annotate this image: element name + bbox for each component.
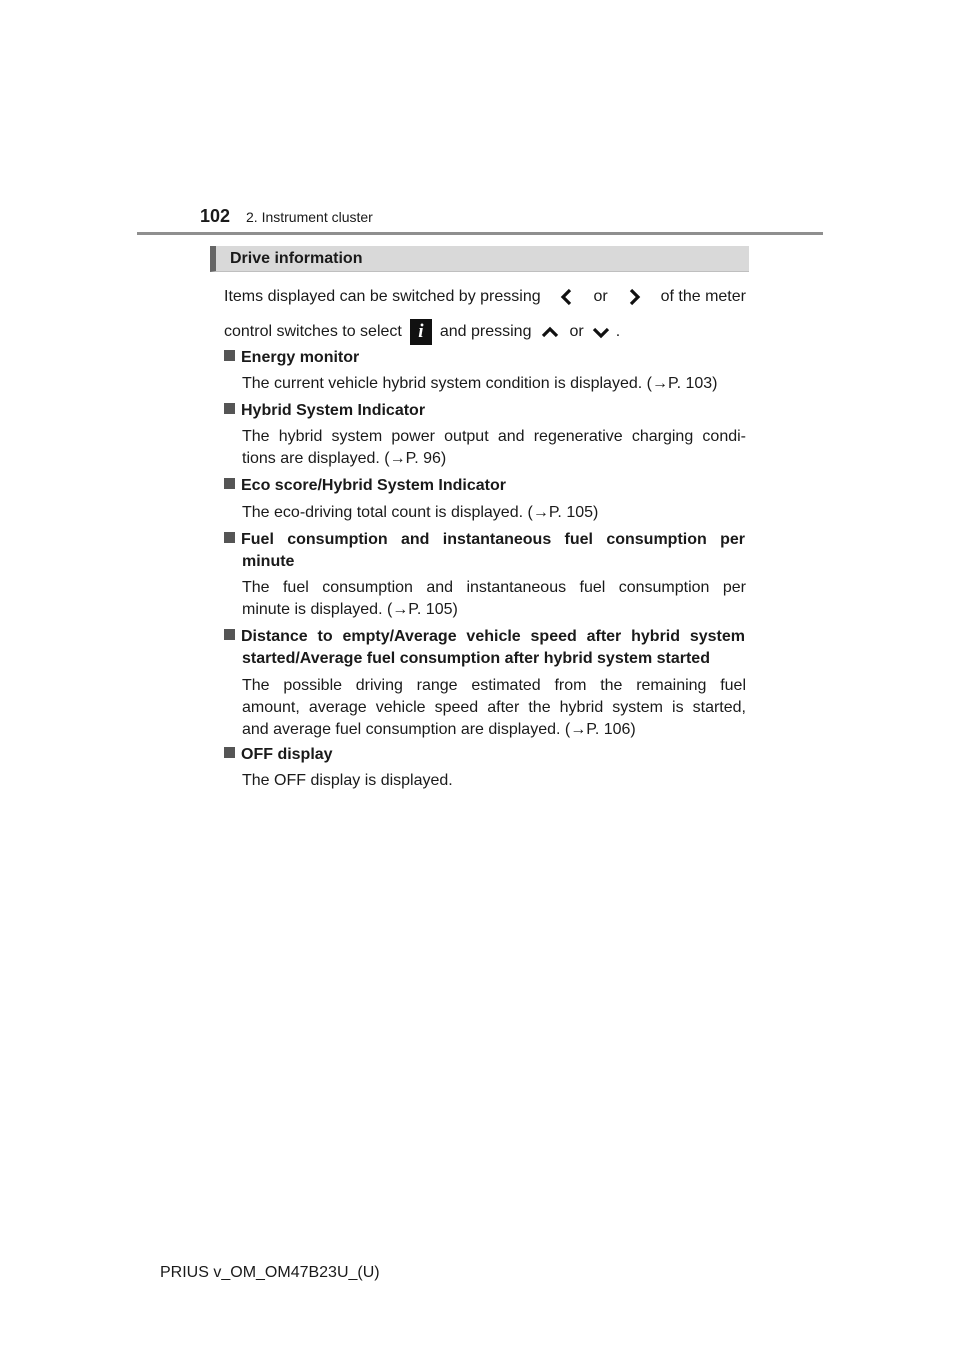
item-heading-hybrid-system-indicator bbox=[224, 400, 746, 422]
chevron-up-icon bbox=[539, 321, 561, 343]
square-bullet-icon bbox=[224, 532, 235, 543]
item-body-line: The OFF display is displayed. bbox=[242, 772, 453, 789]
chevron-down-icon bbox=[590, 321, 612, 343]
square-bullet-icon bbox=[224, 629, 235, 640]
item-title-line: Distance to empty/Average vehicle speed after hybrid system bbox=[241, 628, 745, 645]
subheading-bar bbox=[210, 246, 749, 272]
item-body-line: amount, average vehicle speed after the hybrid system is started, bbox=[242, 699, 746, 716]
intro-text-2b: and pressing bbox=[439, 323, 532, 340]
item-title-line: Eco score/Hybrid System Indicator bbox=[241, 477, 506, 494]
intro-line-2 bbox=[224, 319, 746, 345]
item-heading-distance-to-empty bbox=[224, 626, 746, 670]
subheading-title: Drive information bbox=[230, 250, 363, 267]
item-heading-fuel-consumption bbox=[224, 529, 746, 573]
header-divider bbox=[137, 232, 823, 235]
square-bullet-icon bbox=[224, 747, 235, 758]
item-body-line: The possible driving range estimated from the remaining fuel bbox=[242, 677, 746, 694]
item-body-line: minute is displayed. (→P. 105) bbox=[242, 601, 458, 618]
item-body-hybrid-system-indicator bbox=[242, 426, 746, 470]
item-body-line: The hybrid system power output and regenerative charging condi- bbox=[242, 428, 746, 445]
item-heading-energy-monitor bbox=[224, 347, 746, 369]
square-bullet-icon bbox=[224, 403, 235, 414]
item-body-line: The current vehicle hybrid system condition is displayed. (→P. 103) bbox=[242, 375, 718, 392]
item-title-line: Energy monitor bbox=[241, 349, 360, 366]
info-i-icon: i bbox=[410, 319, 432, 345]
item-title-line: OFF display bbox=[241, 746, 333, 763]
item-title-line: Hybrid System Indicator bbox=[241, 402, 426, 419]
item-title-line: started/Average fuel consumption after hybrid system started bbox=[242, 650, 710, 667]
item-heading-eco-score bbox=[224, 475, 746, 497]
item-body-fuel-consumption bbox=[242, 577, 746, 621]
item-heading-off-display bbox=[224, 744, 746, 766]
square-bullet-icon bbox=[224, 350, 235, 361]
intro-text-1b: of the meter bbox=[660, 288, 746, 305]
intro-or-1: or bbox=[593, 288, 608, 305]
chevron-left-icon bbox=[556, 286, 578, 308]
intro-period: . bbox=[615, 323, 621, 340]
chevron-right-icon bbox=[623, 286, 645, 308]
item-body-line: and average fuel consumption are displayed. (→P. 106) bbox=[242, 721, 636, 738]
item-body-energy-monitor bbox=[242, 373, 746, 395]
intro-text-1a: Items displayed can be switched by pressing bbox=[224, 288, 541, 305]
item-title-line: Fuel consumption and instantaneous fuel consumption per bbox=[241, 531, 745, 548]
item-body-line: tions are displayed. (→P. 96) bbox=[242, 450, 447, 467]
page-number: 102 bbox=[200, 206, 231, 226]
item-body-eco-score bbox=[242, 502, 746, 524]
intro-text-2a: control switches to select bbox=[224, 323, 402, 340]
item-title-line: minute bbox=[242, 553, 295, 570]
intro-line-1 bbox=[224, 286, 746, 308]
intro-or-2: or bbox=[569, 323, 584, 340]
section-title: 2. Instrument cluster bbox=[246, 209, 373, 225]
item-body-line: The fuel consumption and instantaneous fuel consumption per bbox=[242, 579, 746, 596]
square-bullet-icon bbox=[224, 478, 235, 489]
item-body-line: The eco-driving total count is displayed. (→P. 105) bbox=[242, 504, 599, 521]
item-body-off-display bbox=[242, 770, 746, 792]
document-footer-code: PRIUS v_OM_OM47B23U_(U) bbox=[160, 1264, 380, 1281]
item-body-distance-to-empty bbox=[242, 675, 746, 741]
